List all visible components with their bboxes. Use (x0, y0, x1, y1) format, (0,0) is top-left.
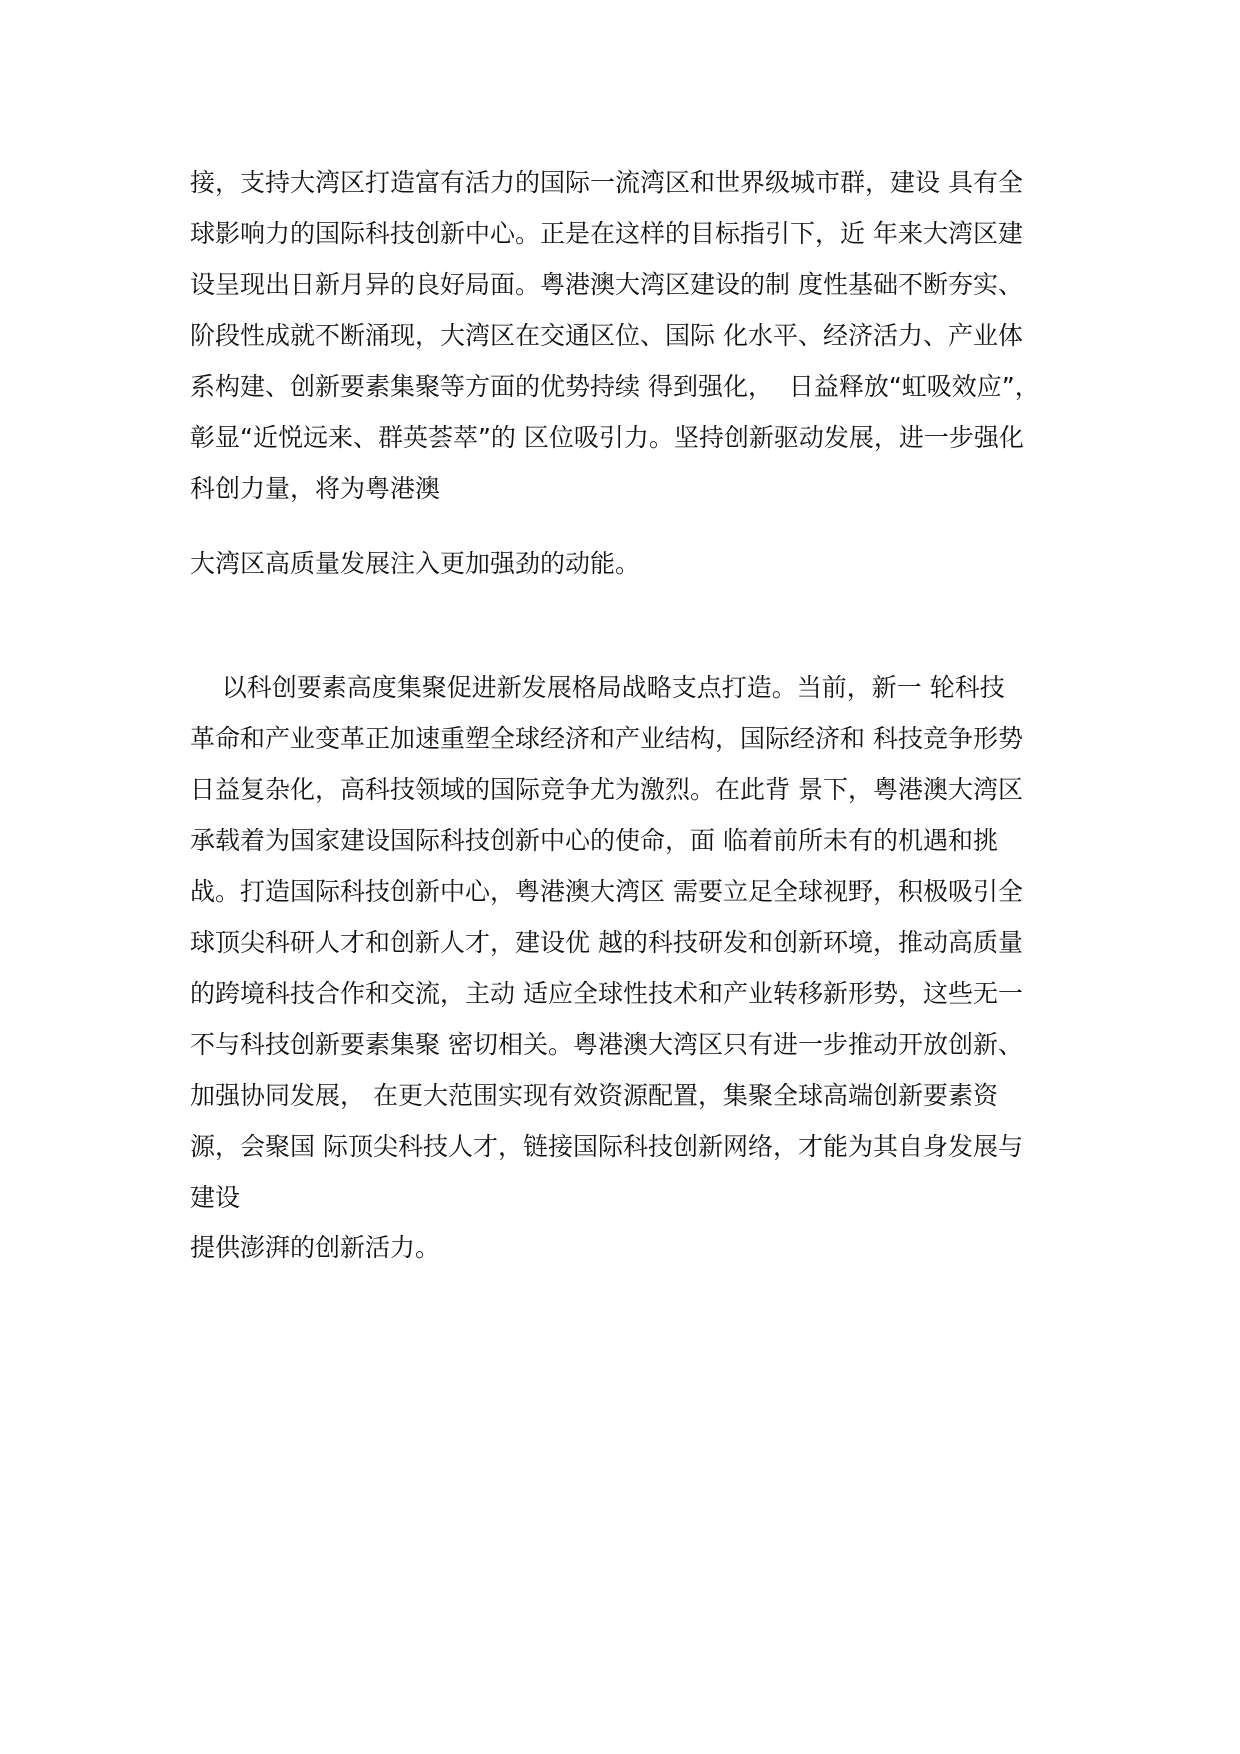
paragraph-2: 以科创要素高度集聚促进新发展格局战略支点打造。当前，新一 轮科技 革命和产业变革正加速重塑全球经济和产业结构，国际经济和 科技竞争形势 日益复杂化，高科技领域的国际竞争尤为激烈。在此背 景下，粤港澳大湾区 承载着为国家建设国际科技创新中心的使命，面 临着前所未有的机遇和挑 战。打造国际科技创新中心，粤港澳大湾区 需要立足全球视野，积极吸引全 球顶尖科研人才和创新人才，建设优 越的科技研发和创新环境，推动高质量 的跨境科技合作和交流，主动 适应全球性技术和产业转移新形势，这些无一 不与科技创新要素集聚 密切相关。粤港澳大湾区只有进一步推动开放创新、 加强协同发展， 在更大范围实现有效资源配置，集聚全球高端创新要素资 源，会聚国 际顶尖科技人才，链接国际科技创新网络，才能为其自身发展与 建设 (190, 673, 1023, 1212)
paragraph-1: 接，支持大湾区打造富有活力的国际一流湾区和世界级城市群，建设 具有全 球影响力的国际科技创新中心。正是在这样的目标指引下，近 年来大湾区建 设呈现出日新月异的良好局面。粤港澳大湾区建设的制 度性基础不断夯实、 阶段性成就不断涌现，大湾区在交通区位、国际 化水平、经济活力、产业体 系构建、创新要素集聚等方面的优势持续 得到强化， 日益释放“虹吸效应”， 彰显“近悦远来、群英荟萃”的 区位吸引力。坚持创新驱动发展，进一步强化 科创力量，将为粤港澳 (190, 168, 1040, 503)
paragraph-2-tail: 提供澎湃的创新活力。 (190, 1233, 441, 1262)
paragraph-1-tail: 大湾区高质量发展注入更加强劲的动能。 (190, 549, 641, 578)
